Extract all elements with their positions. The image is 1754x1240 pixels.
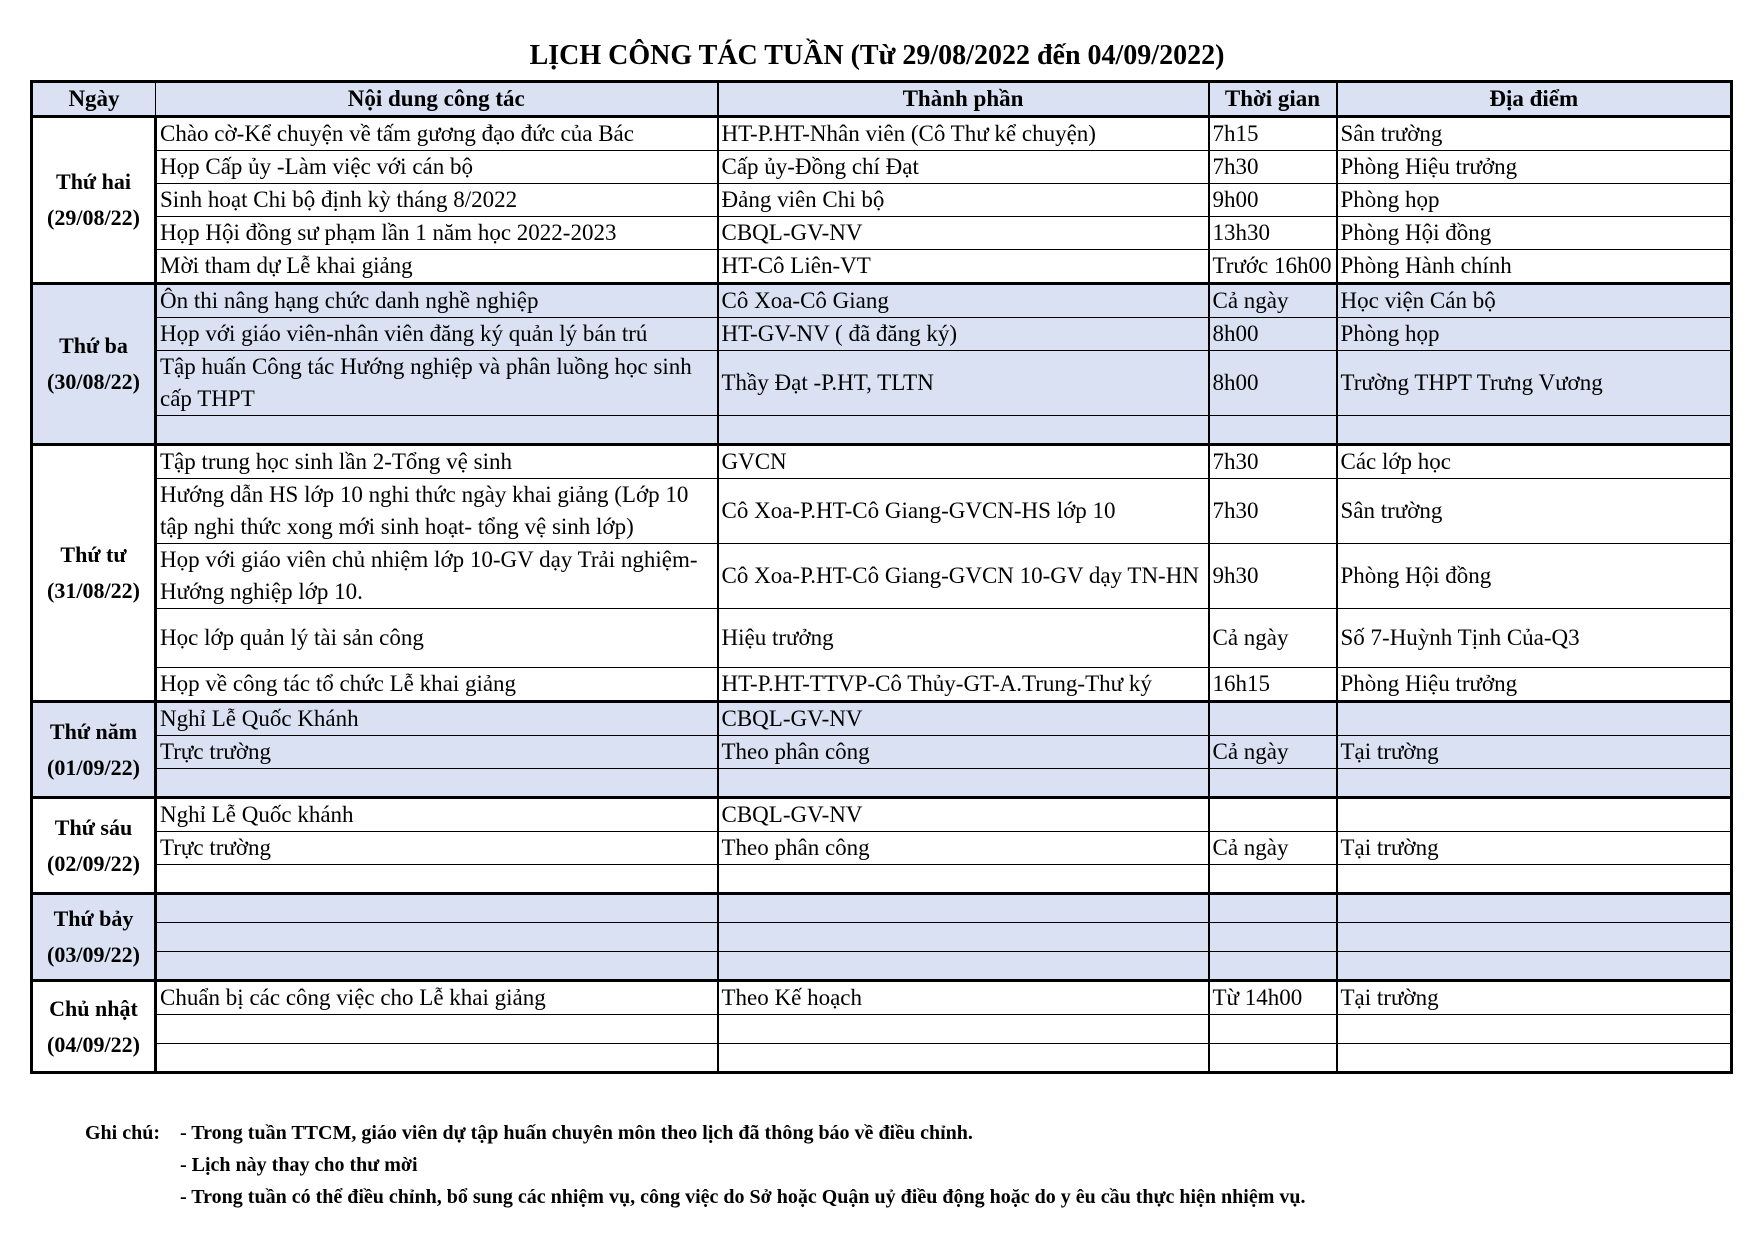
location-cell: Sân trường: [1337, 117, 1732, 151]
time-cell: [1209, 894, 1337, 923]
participants-cell: [718, 1015, 1209, 1044]
day-name: Thứ bảy: [53, 906, 134, 931]
day-name: Chủ nhật: [49, 995, 138, 1021]
location-cell: Các lớp học: [1337, 445, 1732, 479]
participants-cell: CBQL-GV-NV: [718, 798, 1209, 832]
content-cell: [156, 1044, 718, 1073]
table-row: [32, 250, 1732, 284]
participants-cell: [718, 894, 1209, 923]
location-cell: [1337, 702, 1732, 736]
day-cell: [32, 798, 156, 894]
time-cell: Cả ngày: [1209, 736, 1337, 769]
day-cell: [32, 284, 156, 445]
content-cell: Tập huấn Công tác Hướng nghiệp và phân luồng học sinh cấp THPT: [156, 351, 718, 416]
table-row: [32, 832, 1732, 865]
content-cell: Sinh hoạt Chi bộ định kỳ tháng 8/2022: [156, 184, 718, 217]
participants-cell: HT-GV-NV ( đã đăng ký): [718, 318, 1209, 351]
location-cell: Tại trường: [1337, 736, 1732, 769]
time-cell: 9h00: [1209, 184, 1337, 217]
participants-cell: Cô Xoa-Cô Giang: [718, 284, 1209, 318]
day-date: (04/09/22): [47, 1031, 140, 1057]
table-row: [32, 1044, 1732, 1073]
time-cell: [1209, 769, 1337, 798]
note-line: - Lịch này thay cho thư mời: [180, 1154, 418, 1176]
table-row: [32, 544, 1732, 609]
time-cell: [1209, 1015, 1337, 1044]
content-cell: Chào cờ-Kể chuyện về tấm gương đạo đức của Bác: [156, 117, 718, 151]
time-cell: 8h00: [1209, 318, 1337, 351]
location-cell: Trường THPT Trưng Vương: [1337, 351, 1732, 416]
location-cell: Số 7-Huỳnh Tịnh Của-Q3: [1337, 609, 1732, 668]
day-cell: [32, 117, 156, 284]
note-line: - Trong tuần TTCM, giáo viên dự tập huấn chuyên môn theo lịch đã thông báo về điều chỉnh.: [180, 1122, 973, 1144]
participants-cell: Cô Xoa-P.HT-Cô Giang-GVCN 10-GV dạy TN-HN: [718, 544, 1209, 609]
location-cell: [1337, 1015, 1732, 1044]
day-cell: [32, 894, 156, 981]
table-row: [32, 284, 1732, 318]
table-row: [32, 318, 1732, 351]
day-date: (03/09/22): [47, 942, 140, 967]
day-cell: [32, 981, 156, 1073]
table-row: [32, 1015, 1732, 1044]
participants-cell: [718, 952, 1209, 981]
participants-cell: HT-P.HT-Nhân viên (Cô Thư kể chuyện): [718, 117, 1209, 151]
table-row: [32, 894, 1732, 923]
content-cell: Họp Hội đồng sư phạm lần 1 năm học 2022-2023: [156, 217, 718, 250]
time-cell: [1209, 865, 1337, 894]
participants-cell: CBQL-GV-NV: [718, 217, 1209, 250]
content-cell: Họp với giáo viên-nhân viên đăng ký quản lý bán trú: [156, 318, 718, 351]
time-cell: 16h15: [1209, 668, 1337, 702]
participants-cell: [718, 416, 1209, 445]
header-participants: Thành phần: [718, 82, 1209, 117]
table-row: [32, 736, 1732, 769]
time-cell: 7h30: [1209, 151, 1337, 184]
table-row: [32, 351, 1732, 416]
content-cell: Ôn thi nâng hạng chức danh nghề nghiệp: [156, 284, 718, 318]
participants-cell: GVCN: [718, 445, 1209, 479]
schedule-table: [30, 80, 1733, 1074]
time-cell: 8h00: [1209, 351, 1337, 416]
content-cell: [156, 865, 718, 894]
location-cell: Phòng Hội đồng: [1337, 544, 1732, 609]
participants-cell: HT-Cô Liên-VT: [718, 250, 1209, 284]
time-cell: [1209, 952, 1337, 981]
content-cell: Trực trường: [156, 736, 718, 769]
content-cell: [156, 416, 718, 445]
time-cell: Từ 14h00: [1209, 981, 1337, 1015]
day-date: (01/09/22): [47, 754, 140, 780]
day-date: (29/08/22): [47, 205, 140, 230]
participants-cell: CBQL-GV-NV: [718, 702, 1209, 736]
participants-cell: Cấp ủy-Đồng chí Đạt: [718, 151, 1209, 184]
table-row: [32, 416, 1732, 445]
table-row: [32, 981, 1732, 1015]
location-cell: [1337, 416, 1732, 445]
participants-cell: Đảng viên Chi bộ: [718, 184, 1209, 217]
day-name: Thứ hai: [56, 169, 131, 194]
location-cell: Phòng Hành chính: [1337, 250, 1732, 284]
table-row: [32, 151, 1732, 184]
location-cell: [1337, 894, 1732, 923]
participants-cell: [718, 923, 1209, 952]
time-cell: [1209, 923, 1337, 952]
location-cell: [1337, 798, 1732, 832]
time-cell: [1209, 416, 1337, 445]
schedule-body: [32, 117, 1732, 1073]
page-title: LỊCH CÔNG TÁC TUẦN (Từ 29/08/2022 đến 04/09/2022): [529, 40, 1225, 71]
header-location: Địa điểm: [1337, 82, 1732, 117]
header-content: Nội dung công tác: [156, 82, 718, 117]
content-cell: Mời tham dự Lễ khai giảng: [156, 250, 718, 284]
table-row: [32, 865, 1732, 894]
time-cell: Trước 16h00: [1209, 250, 1337, 284]
time-cell: [1209, 798, 1337, 832]
content-cell: [156, 923, 718, 952]
table-row: [32, 445, 1732, 479]
location-cell: [1337, 1044, 1732, 1073]
location-cell: Phòng họp: [1337, 184, 1732, 217]
day-name: Thứ tư: [60, 542, 127, 567]
table-row: [32, 769, 1732, 798]
table-row: [32, 479, 1732, 544]
content-cell: Nghỉ Lễ Quốc khánh: [156, 798, 718, 832]
participants-cell: Thầy Đạt -P.HT, TLTN: [718, 351, 1209, 416]
content-cell: Họp về công tác tổ chức Lễ khai giảng: [156, 668, 718, 702]
table-row: [32, 702, 1732, 736]
location-cell: Phòng Hội đồng: [1337, 217, 1732, 250]
time-cell: 7h30: [1209, 479, 1337, 544]
time-cell: Cả ngày: [1209, 609, 1337, 668]
content-cell: Nghỉ Lễ Quốc Khánh: [156, 702, 718, 736]
time-cell: 13h30: [1209, 217, 1337, 250]
location-cell: Tại trường: [1337, 981, 1732, 1015]
location-cell: [1337, 952, 1732, 981]
table-row: [32, 117, 1732, 151]
content-cell: [156, 952, 718, 981]
location-cell: Học viện Cán bộ: [1337, 284, 1732, 318]
notes-label: Ghi chú:: [85, 1122, 161, 1144]
content-cell: [156, 769, 718, 798]
table-row: [32, 798, 1732, 832]
content-cell: Học lớp quản lý tài sản công: [156, 609, 718, 668]
content-cell: Trực trường: [156, 832, 718, 865]
location-cell: [1337, 923, 1732, 952]
location-cell: [1337, 865, 1732, 894]
participants-cell: [718, 1044, 1209, 1073]
content-cell: Hướng dẫn HS lớp 10 nghi thức ngày khai giảng (Lớp 10 tập nghi thức xong mới sinh hoạt- tổng vệ sinh lớp): [156, 479, 718, 544]
time-cell: Cả ngày: [1209, 284, 1337, 318]
day-cell: [32, 702, 156, 798]
time-cell: 9h30: [1209, 544, 1337, 609]
day-cell: [32, 445, 156, 702]
location-cell: Tại trường: [1337, 832, 1732, 865]
participants-cell: Cô Xoa-P.HT-Cô Giang-GVCN-HS lớp 10: [718, 479, 1209, 544]
participants-cell: Theo phân công: [718, 736, 1209, 769]
table-row: [32, 923, 1732, 952]
header-row: [32, 82, 1732, 117]
table-row: [32, 668, 1732, 702]
participants-cell: [718, 865, 1209, 894]
participants-cell: Hiệu trưởng: [718, 609, 1209, 668]
location-cell: Phòng Hiệu trưởng: [1337, 668, 1732, 702]
participants-cell: Theo Kế hoạch: [718, 981, 1209, 1015]
time-cell: 7h15: [1209, 117, 1337, 151]
participants-cell: HT-P.HT-TTVP-Cô Thủy-GT-A.Trung-Thư ký: [718, 668, 1209, 702]
time-cell: Cả ngày: [1209, 832, 1337, 865]
table-row: [32, 952, 1732, 981]
content-cell: [156, 894, 718, 923]
location-cell: Phòng Hiệu trưởng: [1337, 151, 1732, 184]
day-date: (02/09/22): [47, 850, 140, 876]
location-cell: Sân trường: [1337, 479, 1732, 544]
notes-lines: [180, 1117, 1680, 1213]
content-cell: [156, 1015, 718, 1044]
content-cell: Họp Cấp ủy -Làm việc với cán bộ: [156, 151, 718, 184]
participants-cell: Theo phân công: [718, 832, 1209, 865]
table-row: [32, 609, 1732, 668]
table-row: [32, 184, 1732, 217]
location-cell: Phòng họp: [1337, 318, 1732, 351]
day-date: (31/08/22): [47, 578, 140, 603]
day-name: Thứ sáu: [54, 814, 133, 840]
content-cell: Họp với giáo viên chủ nhiệm lớp 10-GV dạy Trải nghiệm-Hướng nghiệp lớp 10.: [156, 544, 718, 609]
time-cell: [1209, 1044, 1337, 1073]
day-name: Thứ năm: [49, 718, 138, 744]
table-row: [32, 217, 1732, 250]
note-line: - Trong tuần có thể điều chỉnh, bổ sung các nhiệm vụ, công việc do Sở hoặc Quận uỷ điều động hoặc do y êu cầu thực hiện nhiệm vụ.: [180, 1186, 1306, 1208]
content-cell: Tập trung học sinh lần 2-Tổng vệ sinh: [156, 445, 718, 479]
location-cell: [1337, 769, 1732, 798]
day-date: (30/08/22): [47, 369, 140, 394]
time-cell: 7h30: [1209, 445, 1337, 479]
content-cell: Chuẩn bị các công việc cho Lễ khai giảng: [156, 981, 718, 1015]
header-time: Thời gian: [1209, 82, 1337, 117]
participants-cell: [718, 769, 1209, 798]
time-cell: [1209, 702, 1337, 736]
header-day: Ngày: [32, 82, 156, 117]
day-name: Thứ ba: [59, 333, 128, 358]
